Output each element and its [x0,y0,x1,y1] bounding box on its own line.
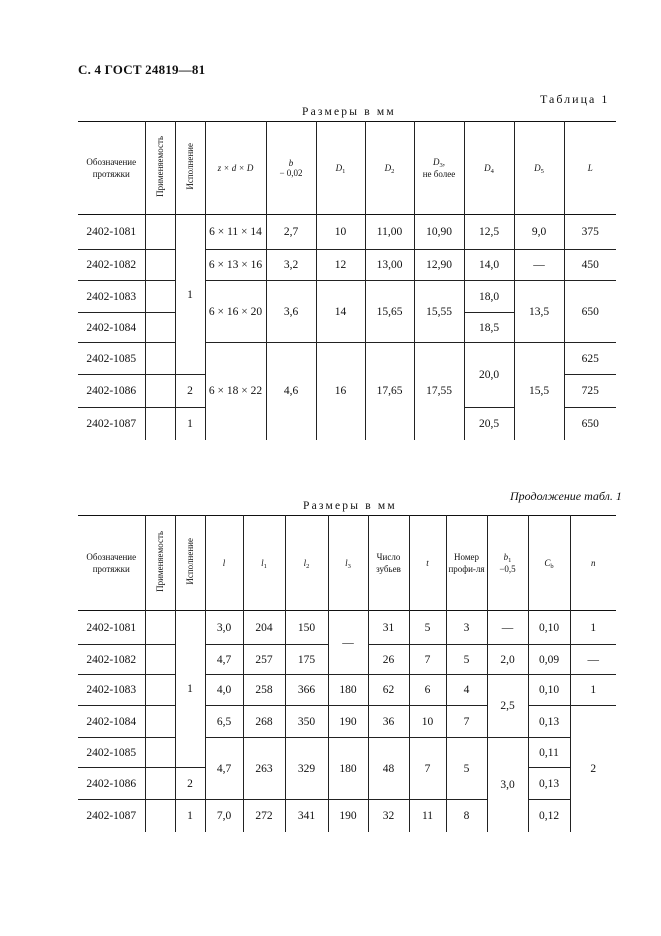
header-text: Номер профи-ля [448,552,485,574]
table-cell: 14 [316,281,365,343]
table-cell: 7 [409,738,446,800]
table-cell: 2 [570,706,616,832]
header-text: Исполнение [185,538,195,585]
table-cell: 2,7 [266,215,316,250]
table-cell: 3,6 [266,281,316,343]
table-cell: 4,7 [205,645,243,675]
header-text: l [303,557,307,568]
table-cell: 15,55 [414,281,464,343]
header-text: b [550,562,554,570]
table2-continuation-label: Продолжение табл. 1 [510,489,622,503]
table-cell: 650 [564,281,616,343]
table-cell: 7 [446,706,487,738]
table-cell: 10,90 [414,215,464,250]
table-cell: 5 [409,611,446,645]
table1 [78,121,616,440]
header-text: 2 [391,167,395,175]
table-cell: 366 [285,675,328,706]
table-cell: 1 [175,611,205,768]
table-cell: 1 [175,408,205,440]
table-cell [145,343,175,375]
t2-col-applicability [145,516,175,611]
header-text: 1 [342,167,346,175]
table-cell: 2,5 [487,675,528,738]
table-cell: 48 [368,738,409,800]
t1-col-D5 [514,122,564,215]
t2-col-l3 [328,516,368,611]
table-cell: 9,0 [514,215,564,250]
table-cell: 2402-1085 [78,738,145,768]
t2-col-designation [78,516,145,611]
table-cell: 15,65 [365,281,414,343]
table-cell: 62 [368,675,409,706]
table-cell: 2402-1084 [78,706,145,738]
table-cell: 272 [243,800,285,832]
table-cell: 11,00 [365,215,414,250]
table2 [78,515,616,832]
table-row [78,250,616,281]
header-text: z × d × D [217,163,254,173]
header-text: D [433,157,440,167]
table-cell: 32 [368,800,409,832]
t2-col-teeth [368,516,409,611]
table-cell: 4 [446,675,487,706]
header-text: D [534,162,541,173]
table-cell: 6 × 16 × 20 [205,281,266,343]
table-cell: 2 [175,768,205,800]
table-cell: 2402-1083 [78,281,145,313]
table-cell: 17,55 [414,343,464,440]
header-text: D [384,162,392,173]
t2-col-l2 [285,516,328,611]
table-cell: 175 [285,645,328,675]
t1-col-zdD [205,122,266,215]
table-cell: 18,0 [464,281,514,313]
table-cell: 0,10 [528,675,570,706]
header-text: 3 [439,162,443,169]
header-text: D [484,162,491,173]
t1-col-designation [78,122,145,215]
table-row [78,738,616,768]
t2-col-n [570,516,616,611]
header-text: Число зубьев [376,552,401,574]
table-row [78,215,616,250]
table-cell: 2402-1083 [78,675,145,706]
header-text: l [222,558,226,568]
t2-col-profile [446,516,487,611]
table-cell [145,215,175,250]
table-cell: 263 [243,738,285,800]
table-cell: 10 [409,706,446,738]
table-cell: 0,09 [528,645,570,675]
table-cell: 4,7 [205,738,243,800]
table-cell [145,706,175,738]
table-cell: 257 [243,645,285,675]
table-cell: 15,5 [514,343,564,440]
t2-col-t [409,516,446,611]
table-cell: 375 [564,215,616,250]
table-cell: 258 [243,675,285,706]
table-cell: 3,0 [487,738,528,832]
header-text: Исполнение [185,143,195,190]
table-cell: 625 [564,343,616,375]
table-cell: 0,10 [528,611,570,645]
table-cell: 2402-1087 [78,408,145,440]
header-text: t [426,558,429,568]
table-cell [145,281,175,313]
table-cell: 13,5 [514,281,564,343]
t1-col-D3 [414,122,464,215]
table-row [78,675,616,706]
table-cell: 6 × 13 × 16 [205,250,266,281]
table-cell: 341 [285,800,328,832]
page-header: С. 4 ГОСТ 24819—81 [78,62,206,77]
table-cell: 329 [285,738,328,800]
t1-col-b [266,122,316,215]
header-text: b [503,552,509,562]
t2-col-Cb [528,516,570,611]
header-text: 3 [347,562,351,570]
header-text: −0,5 [499,564,516,574]
table-cell: 0,11 [528,738,570,768]
table-cell: 12,5 [464,215,514,250]
table-cell [145,645,175,675]
table-cell: 10 [316,215,365,250]
header-text: Обозначение протяжки [86,157,137,179]
table-cell: 6 × 18 × 22 [205,343,266,440]
table-cell: 0,13 [528,706,570,738]
table1-label: Таблица 1 [540,92,610,106]
table-cell: 180 [328,675,368,706]
table-row [78,706,616,738]
table-cell [145,408,175,440]
table-cell [145,250,175,281]
header-text: C [544,557,551,568]
table-cell: 2402-1087 [78,800,145,832]
table-cell: 5 [446,738,487,800]
header-text: 1 [508,557,512,564]
t2-col-version [175,516,205,611]
table-cell: 0,12 [528,800,570,832]
table-cell: 1 [175,215,205,375]
table-cell: 13,00 [365,250,414,281]
table-cell: — [514,250,564,281]
header-text: 4 [490,167,494,175]
header-text: , [442,157,445,167]
header-text: D [335,162,343,173]
table-cell: 2402-1082 [78,645,145,675]
t2-col-l1 [243,516,285,611]
header-text: Обозначение протяжки [86,552,137,574]
header-text: − 0,02 [279,167,303,178]
t1-col-D4 [464,122,514,215]
table-cell: 190 [328,800,368,832]
table-cell: 204 [243,611,285,645]
table-cell: 2402-1082 [78,250,145,281]
table-cell: 26 [368,645,409,675]
table-cell: 4,6 [266,343,316,440]
table-row [78,281,616,313]
table-cell: 6,5 [205,706,243,738]
t1-col-L [564,122,616,215]
table-cell: 2402-1085 [78,343,145,375]
table-cell: 725 [564,375,616,408]
table-cell: 1 [570,675,616,706]
table-row [78,343,616,375]
header-text: l [345,557,348,568]
table-cell: 6 × 11 × 14 [205,215,266,250]
table-cell [145,768,175,800]
table-row [78,800,616,832]
table-cell [145,313,175,343]
t2-col-b1 [487,516,528,611]
table-cell: 268 [243,706,285,738]
table-cell: 31 [368,611,409,645]
table-cell: 17,65 [365,343,414,440]
table-cell: 150 [285,611,328,645]
header-text: не более [422,169,456,179]
table-cell: 5 [446,645,487,675]
table-cell: 2402-1086 [78,375,145,408]
table-cell: 18,5 [464,313,514,343]
table-cell: — [328,611,368,675]
table-cell: 12,90 [414,250,464,281]
table-cell: 2402-1081 [78,215,145,250]
header-text: Применяемость [155,136,165,197]
table-cell: 3,0 [205,611,243,645]
header-text: l [261,557,264,568]
table-cell: 2,0 [487,645,528,675]
header-text: 5 [540,167,544,175]
table-cell [145,675,175,706]
table-cell: 7,0 [205,800,243,832]
table-cell: 3 [446,611,487,645]
table-cell: 650 [564,408,616,440]
table-cell [145,611,175,645]
table-cell: 1 [570,611,616,645]
table-cell: 11 [409,800,446,832]
header-text: b [288,157,294,168]
table-cell: 450 [564,250,616,281]
table-cell: — [487,611,528,645]
table-cell: 6 [409,675,446,706]
table-cell [145,738,175,768]
table-cell: 2402-1086 [78,768,145,800]
table-cell: 2 [175,375,205,408]
table-cell: 350 [285,706,328,738]
table-cell: 36 [368,706,409,738]
t1-col-version [175,122,205,215]
table-cell: 3,2 [266,250,316,281]
t1-col-D1 [316,122,365,215]
table-cell: 8 [446,800,487,832]
header-text: 1 [263,562,267,570]
table-cell: 0,13 [528,768,570,800]
table-row [78,611,616,645]
table-cell: 7 [409,645,446,675]
table-cell: 4,0 [205,675,243,706]
table-cell: 190 [328,706,368,738]
t1-col-D2 [365,122,414,215]
table-cell: 14,0 [464,250,514,281]
table-cell: 1 [175,800,205,832]
table-cell: — [570,645,616,675]
table2-units: Размеры в мм [303,500,397,512]
table-cell [145,800,175,832]
table-cell: 20,0 [464,343,514,408]
header-text: L [587,163,593,173]
t2-col-l [205,516,243,611]
table-cell: 2402-1084 [78,313,145,343]
table-cell: 16 [316,343,365,440]
header-text: Применяемость [155,531,165,592]
table1-units: Размеры в мм [302,106,396,118]
table-cell: 20,5 [464,408,514,440]
t1-col-applicability [145,122,175,215]
table-cell [145,375,175,408]
table-cell: 2402-1081 [78,611,145,645]
table-cell: 180 [328,738,368,800]
table-cell: 12 [316,250,365,281]
header-text: n [591,558,596,568]
header-text: 2 [306,562,310,570]
